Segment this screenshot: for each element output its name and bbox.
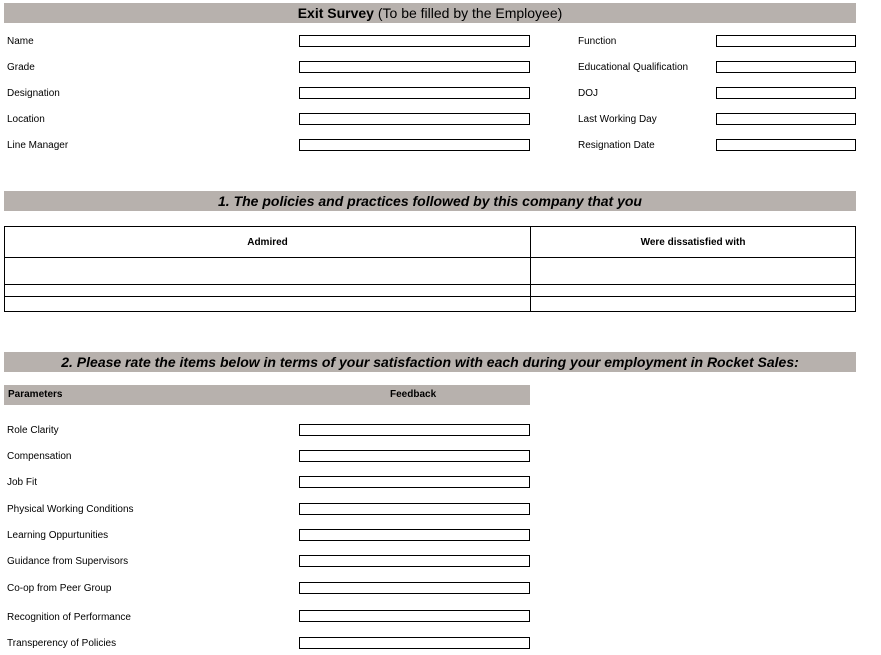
compensation-field[interactable] — [299, 450, 530, 462]
co-op-from-peer-group-field[interactable] — [299, 582, 530, 594]
label-function: Function — [578, 36, 617, 47]
dissatisfied-cell[interactable] — [531, 285, 856, 297]
section2-heading: 2. Please rate the items below in terms of your satisfaction with each during your employment in Rocket Sales: — [4, 352, 856, 372]
table-row — [5, 297, 856, 312]
dissatisfied-cell[interactable] — [531, 258, 856, 285]
learning-opportunities-field[interactable] — [299, 529, 530, 541]
label-co-op-from-peer-group: Co-op from Peer Group — [7, 583, 112, 594]
parameters-column-header: Parameters — [8, 389, 63, 400]
label-physical-working-conditions: Physical Working Conditions — [7, 504, 134, 515]
label-job-fit: Job Fit — [7, 477, 38, 488]
label-last-working-day: Last Working Day — [578, 114, 657, 125]
transparency-of-policies-field[interactable] — [299, 637, 530, 649]
label-resignation-date: Resignation Date — [578, 140, 655, 151]
admired-cell[interactable] — [5, 258, 531, 285]
label-line-manager: Line Manager — [7, 140, 69, 151]
role-clarity-field[interactable] — [299, 424, 530, 436]
label-learning-opportunities: Learning Oppurtunities — [7, 530, 109, 541]
admired-cell[interactable] — [5, 297, 531, 312]
location-field[interactable] — [299, 113, 530, 125]
label-doj: DOJ — [578, 88, 598, 99]
table-row — [5, 258, 856, 285]
dissatisfied-column-header: Were dissatisfied with — [531, 227, 856, 258]
designation-field[interactable] — [299, 87, 530, 99]
label-transparency-of-policies: Transperency of Policies — [7, 638, 117, 649]
doj-field[interactable] — [716, 87, 856, 99]
admired-column-header: Admired — [5, 227, 531, 258]
recognition-of-performance-field[interactable] — [299, 610, 530, 622]
feedback-column-header: Feedback — [390, 389, 437, 400]
guidance-from-supervisors-field[interactable] — [299, 555, 530, 567]
survey-title — [4, 3, 856, 23]
educational-qualification-field[interactable] — [716, 61, 856, 73]
dissatisfied-cell[interactable] — [531, 297, 856, 312]
label-educational-qualification: Educational Qualification — [578, 62, 689, 73]
resignation-date-field[interactable] — [716, 139, 856, 151]
grade-field[interactable] — [299, 61, 530, 73]
survey-title-subtitle: (To be filled by the Employee) — [373, 5, 563, 21]
line-manager-field[interactable] — [299, 139, 530, 151]
label-designation: Designation — [7, 88, 60, 99]
function-field[interactable] — [716, 35, 856, 47]
label-guidance-from-supervisors: Guidance from Supervisors — [7, 556, 129, 567]
physical-working-conditions-field[interactable] — [299, 503, 530, 515]
label-name: Name — [7, 36, 34, 47]
table-row — [5, 285, 856, 297]
last-working-day-field[interactable] — [716, 113, 856, 125]
job-fit-field[interactable] — [299, 476, 530, 488]
label-recognition-of-performance: Recognition of Performance — [7, 612, 131, 623]
parameters-header-bar — [4, 385, 530, 405]
survey-title-bold: Exit Survey — [297, 5, 374, 21]
policies-table — [4, 226, 856, 312]
name-field[interactable] — [299, 35, 530, 47]
label-location: Location — [7, 114, 45, 125]
admired-cell[interactable] — [5, 285, 531, 297]
label-compensation: Compensation — [7, 451, 72, 462]
label-role-clarity: Role Clarity — [7, 425, 59, 436]
label-grade: Grade — [7, 62, 35, 73]
section1-heading: 1. The policies and practices followed by this company that you — [4, 191, 856, 211]
